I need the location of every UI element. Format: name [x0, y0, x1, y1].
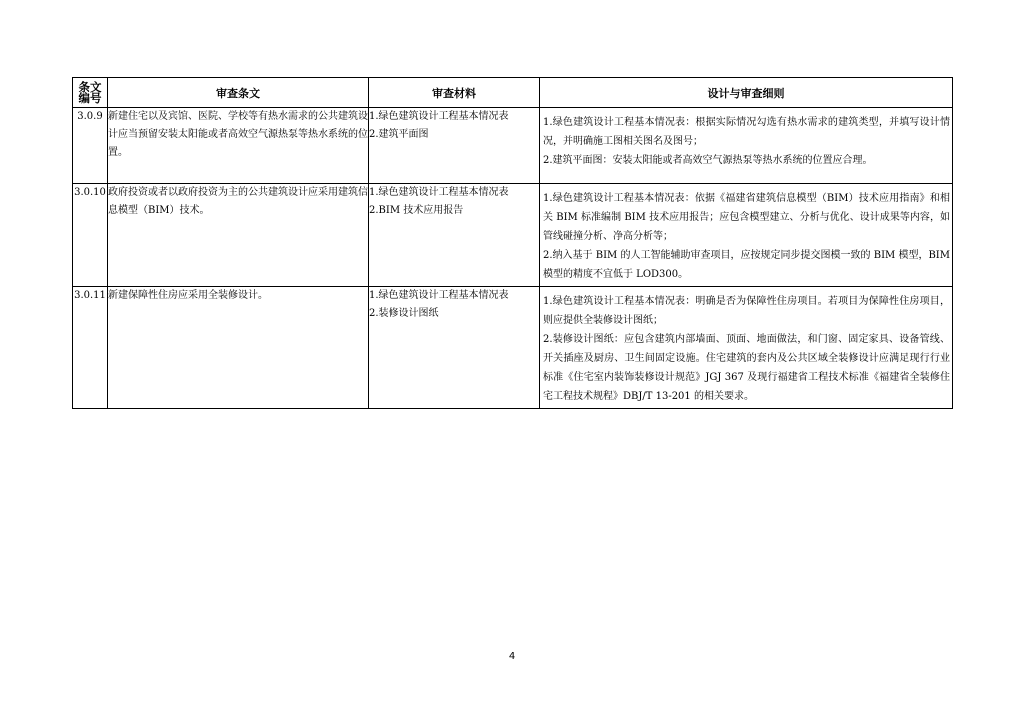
design-review-details	[540, 287, 953, 409]
material-item: 2.BIM 技术应用报告	[369, 205, 464, 216]
clause-text: 新建保障性住房应采用全装修设计。	[108, 287, 369, 409]
detail-item: 1.绿色建筑设计工程基本情况表：根据实际情况勾选有热水需求的建筑类型，并填写设计情况，并明确施工图相关图名及图号；	[543, 117, 950, 147]
review-materials	[369, 184, 540, 287]
clause-number: 3.0.11	[73, 287, 108, 409]
material-item: 1.绿色建筑设计工程基本情况表	[369, 111, 509, 122]
review-materials	[369, 287, 540, 409]
detail-item: 2.装修设计图纸：应包含建筑内部墙面、顶面、地面做法，和门窗、固定家具、设备管线、开关插座及厨房、卫生间固定设施。住宅建筑的套内及公共区域全装修设计应满足现行行业标准《住宅室内装饰装修设计规范》JGJ 367 及现行福建省工程技术标准《福建省全装修住宅工程技术规程》DBJ/T 13-201 的相关要求。	[543, 334, 950, 402]
material-item: 2.装修设计图纸	[369, 308, 439, 319]
design-review-details	[540, 184, 953, 287]
detail-item: 1.绿色建筑设计工程基本情况表：依据《福建省建筑信息模型（BIM）技术应用指南》和相关 BIM 标准编制 BIM 技术应用报告；应包含模型建立、分析与优化、设计成果等内容，如管线碰撞分析、净高分析等；	[543, 193, 950, 242]
material-item: 1.绿色建筑设计工程基本情况表	[369, 290, 509, 301]
header-design-review-details: 设计与审查细则	[540, 78, 953, 108]
material-item: 1.绿色建筑设计工程基本情况表	[369, 187, 509, 198]
clause-text: 政府投资或者以政府投资为主的公共建筑设计应采用建筑信息模型（BIM）技术。	[108, 184, 369, 287]
detail-item: 2.建筑平面图：安装太阳能或者高效空气源热泵等热水系统的位置应合理。	[543, 155, 873, 166]
detail-item: 1.绿色建筑设计工程基本情况表：明确是否为保障性住房项目。若项目为保障性住房项目，则应提供全装修设计图纸；	[543, 296, 950, 326]
table-row	[73, 108, 953, 184]
table-row	[73, 184, 953, 287]
clause-number: 3.0.10	[73, 184, 108, 287]
header-clause-number: 条文编号	[73, 78, 108, 108]
page-number: 4	[508, 651, 516, 662]
review-materials	[369, 108, 540, 184]
clause-number: 3.0.9	[73, 108, 108, 184]
clause-text: 新建住宅以及宾馆、医院、学校等有热水需求的公共建筑设计应当预留安装太阳能或者高效空气源热泵等热水系统的位置。	[108, 108, 369, 184]
design-review-details	[540, 108, 953, 184]
header-review-materials: 审查材料	[369, 78, 540, 108]
material-item: 2.建筑平面图	[369, 129, 429, 140]
table-row	[73, 287, 953, 409]
review-table	[72, 77, 953, 409]
detail-item: 2.纳入基于 BIM 的人工智能辅助审查项目，应按规定同步提交图模一致的 BIM 模型，BIM 模型的精度不宜低于 LOD300。	[543, 250, 950, 280]
table-header-row	[73, 78, 953, 108]
header-clause-text: 审查条文	[108, 78, 369, 108]
